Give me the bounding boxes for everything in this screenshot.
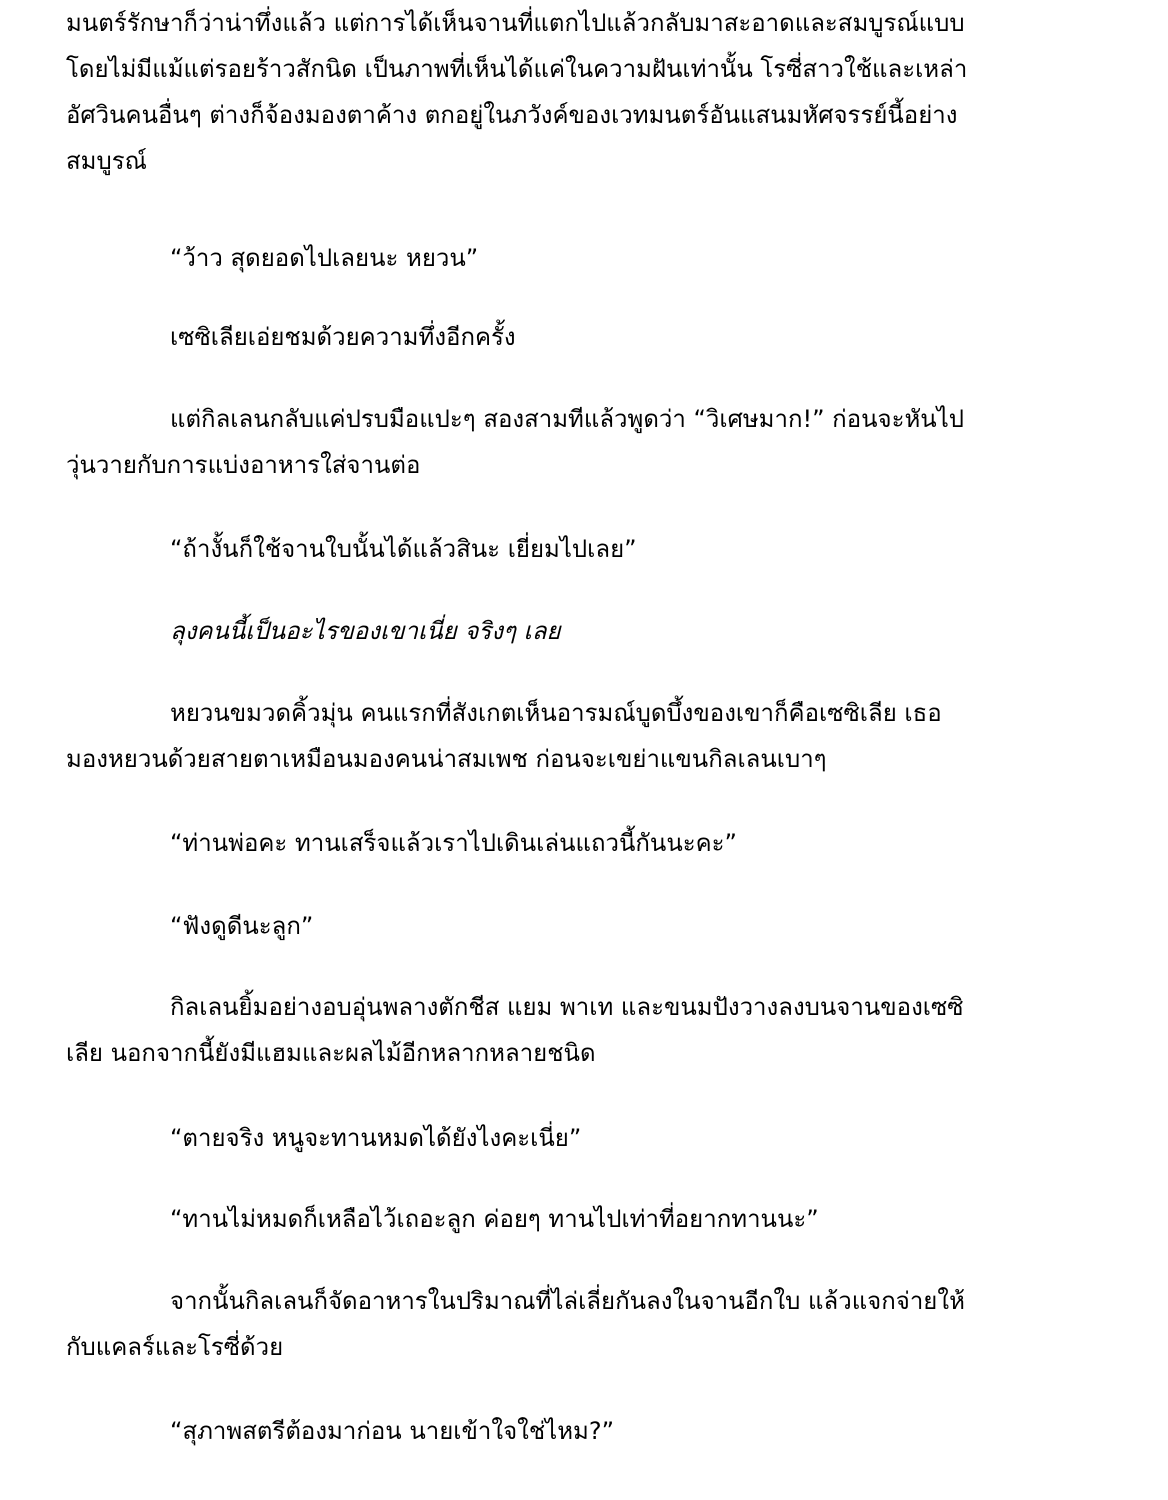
paragraph-yuan-frowns: [66, 690, 1106, 782]
paragraph-gillen-distributes: [66, 1278, 1106, 1370]
text-line: โดยไม่มีแม้แต่รอยร้าวสักนิด เป็นภาพที่เห็นได้แค่ในความฝันเท่านั้น โรซี่สาวใช้และเหล่า: [66, 55, 968, 83]
paragraph-inner-thought: [66, 608, 1106, 654]
paragraph-dialogue-sounds-good: [66, 903, 1106, 949]
text-line: “ท่านพ่อคะ ทานเสร็จแล้วเราไปเดินเล่นแถวนี้กันนะคะ”: [170, 829, 737, 857]
text-line: เลีย นอกจากนี้ยังมีแฮมและผลไม้อีกหลากหลายชนิด: [66, 1039, 596, 1067]
paragraph-dialogue-plate: [66, 526, 1106, 572]
paragraph-dialogue-walk: [66, 820, 1106, 866]
text-line: “ถ้างั้นก็ใช้จานใบนั้นได้แล้วสินะ เยี่ยมไปเลย”: [170, 535, 637, 563]
text-line: กิลเลนยิ้มอย่างอบอุ่นพลางตักชีส แยม พาเท และขนมปังวางลงบนจานของเซซิ: [170, 993, 964, 1021]
text-line: หยวนขมวดคิ้วมุ่น คนแรกที่สังเกตเห็นอารมณ์บูดบึ้งของเขาก็คือเซซิเลีย เธอ: [170, 699, 942, 727]
text-line: “สุภาพสตรีต้องมาก่อน นายเข้าใจใช่ไหม?”: [170, 1417, 615, 1445]
text-line: อัศวินคนอื่นๆ ต่างก็จ้องมองตาค้าง ตกอยู่ในภวังค์ของเวทมนตร์อันแสนมหัศจรรย์นี้อย่าง: [66, 101, 958, 129]
text-line: แต่กิลเลนกลับแค่ปรบมือแปะๆ สองสามทีแล้วพูดว่า “วิเศษมาก!” ก่อนจะหันไป: [170, 405, 965, 433]
paragraph-gillen-claps: [66, 396, 1106, 488]
paragraph-dialogue-too-much: [66, 1115, 1106, 1161]
text-line: จากนั้นกิลเลนก็จัดอาหารในปริมาณที่ไล่เลี่ยกันลงในจานอีกใบ แล้วแจกจ่ายให้: [170, 1287, 965, 1315]
text-line: วุ่นวายกับการแบ่งอาหารใส่จานต่อ: [66, 451, 421, 479]
text-line: สมบูรณ์: [66, 147, 147, 175]
text-line: กับแคลร์และโรซี่ด้วย: [66, 1333, 284, 1361]
paragraph-dialogue-leave-it: [66, 1196, 1106, 1242]
text-line: มองหยวนด้วยสายตาเหมือนมองคนน่าสมเพช ก่อนจะเขย่าแขนกิลเลนเบาๆ: [66, 745, 827, 773]
text-line: มนตร์รักษาก็ว่าน่าทึ่งแล้ว แต่การได้เห็นจานที่แตกไปแล้วกลับมาสะอาดและสมบูรณ์แบบ: [66, 9, 965, 37]
paragraph-dialogue-wow: [66, 235, 1106, 281]
text-line: “ทานไม่หมดก็เหลือไว้เถอะลูก ค่อยๆ ทานไปเท่าที่อยากทานนะ”: [170, 1205, 819, 1233]
text-line: “ว้าว สุดยอดไปเลยนะ หยวน”: [170, 244, 479, 272]
text-line: “ตายจริง หนูจะทานหมดได้ยังไงคะเนี่ย”: [170, 1124, 582, 1152]
paragraph-dialogue-ladies-first: [66, 1408, 1106, 1454]
paragraph-gillen-serves: [66, 984, 1106, 1076]
paragraph-repair-magic: [66, 0, 1106, 184]
paragraph-cecilia-praise: [66, 314, 1106, 360]
text-line: “ฟังดูดีนะลูก”: [170, 912, 314, 940]
italic-text-line: ลุงคนนี้เป็นอะไรของเขาเนี่ย จริงๆ เลย: [170, 617, 561, 645]
text-line: เซซิเลียเอ่ยชมด้วยความทึ่งอีกครั้ง: [170, 323, 516, 351]
